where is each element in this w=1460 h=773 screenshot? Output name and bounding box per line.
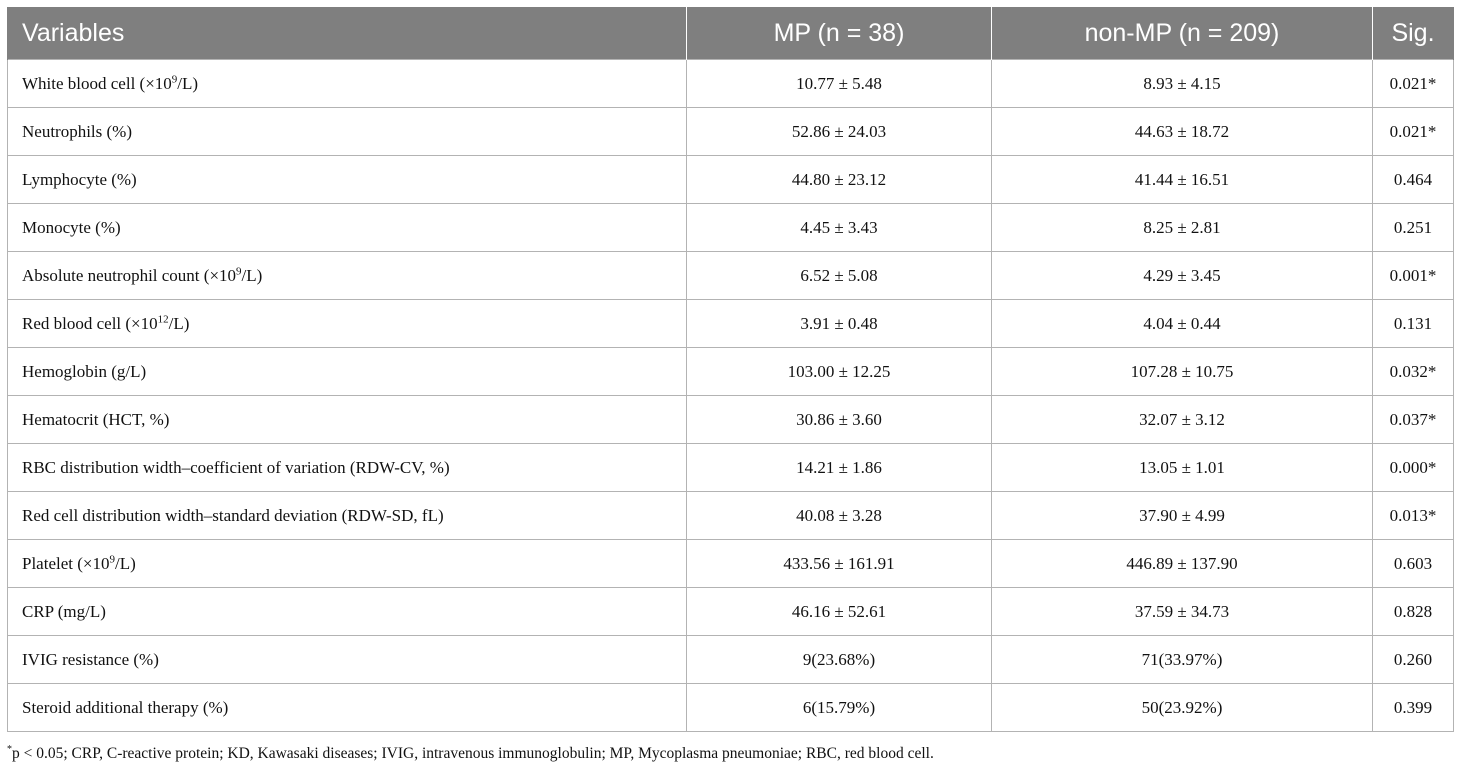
variable-unit-exponent: 12 [157,312,169,325]
sig-value-cell: 0.828 [1373,588,1454,636]
sig-value-cell: 0.001* [1373,252,1454,300]
variable-unit-suffix: /L) [241,265,263,285]
sig-value-cell: 0.021* [1373,108,1454,156]
variable-unit-suffix: /L) [168,313,190,333]
table-row [8,60,1454,108]
non-mp-value-cell: 37.90 ± 4.99 [992,492,1373,540]
mp-value-cell: 10.77 ± 5.48 [687,60,992,108]
table-row [8,252,1454,300]
sig-value-cell: 0.260 [1373,636,1454,684]
sig-value-cell: 0.013* [1373,492,1454,540]
results-table [7,7,1454,732]
variable-label: IVIG resistance (%) [22,649,159,669]
sig-value-cell: 0.464 [1373,156,1454,204]
sig-value-cell: 0.399 [1373,684,1454,732]
mp-value-cell: 9(23.68%) [687,636,992,684]
variable-cell [8,108,687,156]
table-row [8,492,1454,540]
mp-value-cell: 103.00 ± 12.25 [687,348,992,396]
variable-label: White blood cell (×10 [22,73,172,93]
non-mp-value-cell: 4.29 ± 3.45 [992,252,1373,300]
table-body [8,60,1454,732]
variable-cell [8,540,687,588]
variable-label: Steroid additional therapy (%) [22,697,229,717]
variable-cell [8,492,687,540]
sig-value-cell: 0.603 [1373,540,1454,588]
non-mp-value-cell: 41.44 ± 16.51 [992,156,1373,204]
non-mp-value-cell: 44.63 ± 18.72 [992,108,1373,156]
non-mp-value-cell: 37.59 ± 34.73 [992,588,1373,636]
variable-unit-suffix: /L) [114,553,136,573]
sig-value-cell: 0.131 [1373,300,1454,348]
variable-label: Lymphocyte (%) [22,169,137,189]
variable-cell [8,252,687,300]
sig-value-cell: 0.032* [1373,348,1454,396]
variable-cell [8,684,687,732]
table-row [8,348,1454,396]
header-mp: MP (n = 38) [687,7,992,60]
mp-value-cell: 6(15.79%) [687,684,992,732]
non-mp-value-cell: 13.05 ± 1.01 [992,444,1373,492]
variable-label: CRP (mg/L) [22,601,106,621]
variable-label: Red blood cell (×10 [22,313,158,333]
header-variables: Variables [8,7,687,60]
variable-label: Platelet (×10 [22,553,110,573]
table-row [8,396,1454,444]
mp-value-cell: 44.80 ± 23.12 [687,156,992,204]
mp-value-cell: 433.56 ± 161.91 [687,540,992,588]
variable-label: RBC distribution width–coefficient of variation (RDW-CV, %) [22,457,450,477]
variable-cell [8,204,687,252]
table-row [8,300,1454,348]
table-row [8,636,1454,684]
results-table-container [7,7,1453,732]
mp-value-cell: 30.86 ± 3.60 [687,396,992,444]
non-mp-value-cell: 8.93 ± 4.15 [992,60,1373,108]
variable-label: Monocyte (%) [22,217,121,237]
mp-value-cell: 4.45 ± 3.43 [687,204,992,252]
variable-label: Hematocrit (HCT, %) [22,409,170,429]
mp-value-cell: 14.21 ± 1.86 [687,444,992,492]
table-row [8,204,1454,252]
table-row [8,156,1454,204]
footnote-text: p < 0.05; CRP, C-reactive protein; KD, Kawasaki diseases; IVIG, intravenous immunoglobulin; MP, Mycoplasma pneumoniae; RBC, red blood cell. [12,745,934,762]
sig-value-cell: 0.037* [1373,396,1454,444]
variable-cell [8,396,687,444]
non-mp-value-cell: 446.89 ± 137.90 [992,540,1373,588]
mp-value-cell: 6.52 ± 5.08 [687,252,992,300]
variable-unit-exponent: 9 [109,552,115,565]
variable-label: Hemoglobin (g/L) [22,361,147,381]
variable-cell [8,588,687,636]
table-row [8,540,1454,588]
variable-unit-suffix: /L) [177,73,199,93]
variable-cell [8,156,687,204]
non-mp-value-cell: 32.07 ± 3.12 [992,396,1373,444]
sig-value-cell: 0.021* [1373,60,1454,108]
variable-cell [8,348,687,396]
header-sig: Sig. [1373,7,1454,60]
non-mp-value-cell: 107.28 ± 10.75 [992,348,1373,396]
table-row [8,684,1454,732]
non-mp-value-cell: 8.25 ± 2.81 [992,204,1373,252]
mp-value-cell: 40.08 ± 3.28 [687,492,992,540]
header-non-mp: non-MP (n = 209) [992,7,1373,60]
mp-value-cell: 46.16 ± 52.61 [687,588,992,636]
table-footnote [7,745,934,763]
variable-label: Red cell distribution width–standard deviation (RDW-SD, fL) [22,505,444,525]
mp-value-cell: 52.86 ± 24.03 [687,108,992,156]
variable-cell [8,60,687,108]
mp-value-cell: 3.91 ± 0.48 [687,300,992,348]
table-row [8,108,1454,156]
variable-unit-exponent: 9 [171,72,178,85]
table-header-row [8,7,1454,60]
table-row [8,444,1454,492]
variable-cell [8,444,687,492]
variable-cell [8,636,687,684]
footnote-mark: * [7,743,12,755]
variable-label: Absolute neutrophil count (×10 [22,265,237,285]
table-row [8,588,1454,636]
non-mp-value-cell: 71(33.97%) [992,636,1373,684]
variable-unit-exponent: 9 [236,264,242,277]
non-mp-value-cell: 50(23.92%) [992,684,1373,732]
variable-label: Neutrophils (%) [22,121,133,141]
sig-value-cell: 0.251 [1373,204,1454,252]
sig-value-cell: 0.000* [1373,444,1454,492]
non-mp-value-cell: 4.04 ± 0.44 [992,300,1373,348]
variable-cell [8,300,687,348]
